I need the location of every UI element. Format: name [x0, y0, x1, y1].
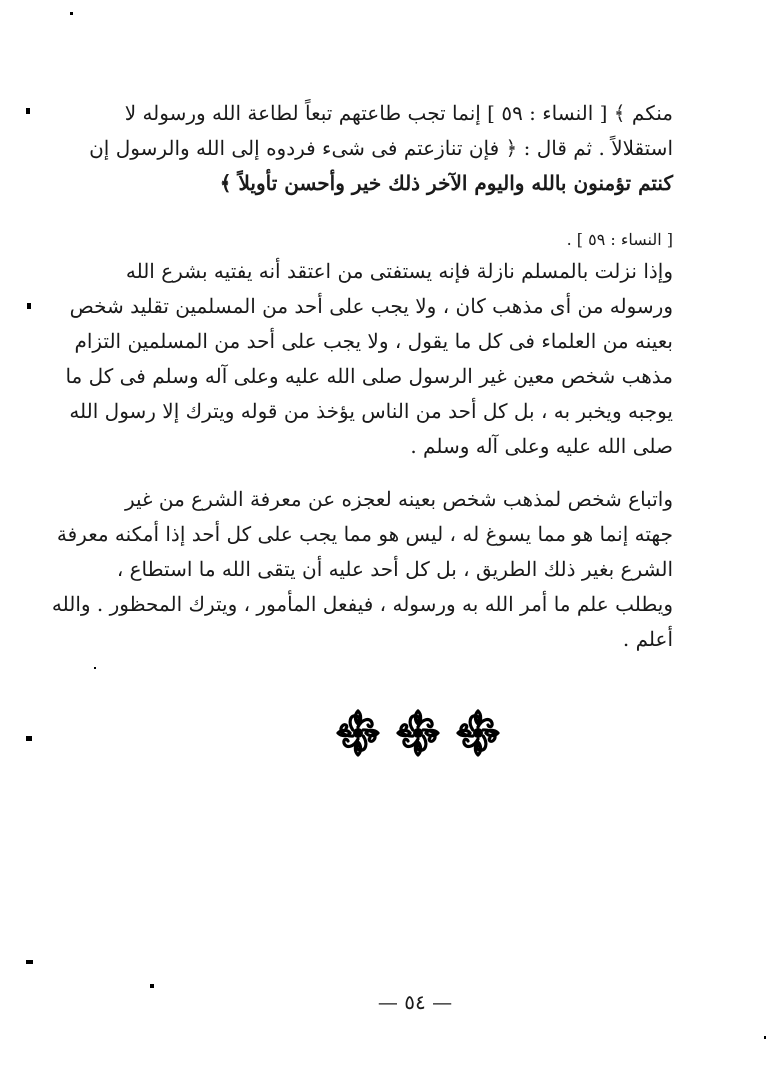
text-line: بعينه من العلماء فى كل ما يقول ، ولا يجب على أحد من المسلمين التزام [74, 329, 673, 353]
text-line: استقلالاً . ثم قال : ﴿ فإن تنازعتم فى شىء فردوه إلى الله والرسول إن [89, 136, 673, 160]
scan-speck [26, 108, 30, 114]
scan-speck [27, 303, 31, 309]
text-line: ورسوله من أى مذهب كان ، ولا يجب على أحد من المسلمين تقليد شخص [69, 294, 673, 318]
verse-reference [128, 222, 673, 257]
text-line: وإذا نزلت بالمسلم نازلة فإنه يستفتى من اعتقد أنه يفتيه بشرع الله [125, 259, 673, 283]
text-line: مذهب شخص معين غير الرسول صلى الله عليه وعلى آله وسلم فى كل ما [65, 364, 673, 388]
scan-speck [26, 960, 33, 964]
scan-speck [94, 667, 96, 669]
text-line-verse: كنتم تؤمنون بالله واليوم الآخر ذلك خير وأحسن تأويلاً ﴾ [219, 171, 673, 195]
paragraph-quran-continuation [89, 96, 673, 201]
scan-speck [764, 1036, 766, 1039]
text-line: جهته إنما هو مما يسوغ له ، ليس هو مما يجب على كل أحد إذا أمكنه معرفة [56, 522, 673, 546]
paragraph-following-madhhab [51, 482, 673, 657]
text-line: ويطلب علم ما أمر الله به ورسوله ، فيفعل المأمور ، ويترك المحظور . والله [51, 592, 673, 616]
text-line: أعلم . [622, 627, 673, 651]
text-line: الشرع بغير ذلك الطريق ، بل كل أحد عليه أن يتقى الله ما استطاع ، [116, 557, 673, 581]
text-line: صلى الله عليه وعلى آله وسلم . [410, 434, 673, 458]
floral-ornament-icon [328, 700, 508, 766]
scan-speck [26, 736, 32, 741]
text-line: منكم ﴾ [ النساء : ٥٩ ] إنما تجب طاعتهم تبعاً لطاعة الله ورسوله لا [124, 101, 673, 125]
text-line: واتباع شخص لمذهب شخص بعينه لعجزه عن معرفة الشرع من غير [124, 487, 673, 511]
scan-speck [150, 984, 154, 988]
reference-text: [ النساء : ٥٩ ] . [566, 230, 673, 249]
text-line: يوجبه ويخبر به ، بل كل أحد من الناس يؤخذ من قوله ويترك إلا رسول الله [69, 399, 673, 423]
page-number: — ٥٤ — [377, 990, 453, 1014]
paragraph-fatwa [65, 254, 673, 464]
scan-speck [70, 12, 73, 15]
